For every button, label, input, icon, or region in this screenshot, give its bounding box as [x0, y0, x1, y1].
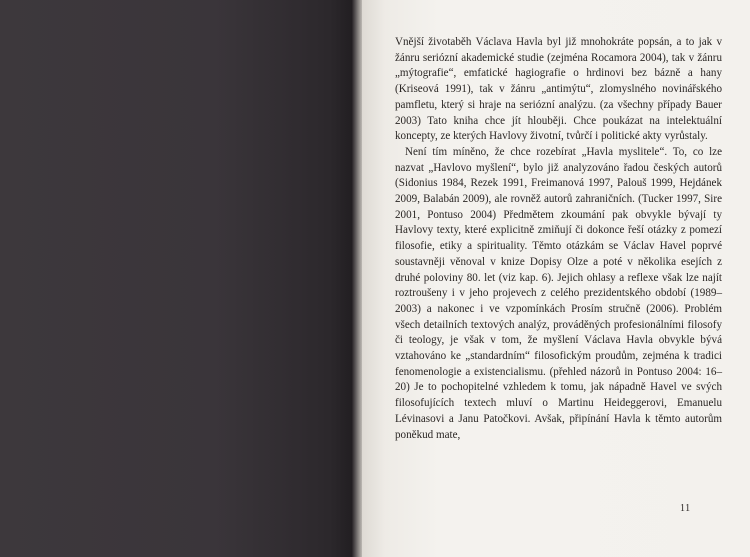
left-page-dark: [0, 0, 358, 557]
paragraph-2: Není tím míněno, že chce rozebírat „Havla myslitele“. To, co lze nazvat „Havlovo myšlení“, bylo již analyzováno řadou českých autorů (Sidonius 1984, Rezek 1991, Freimanová 1997, Palouš 1999, Hejdánek 2009, Balabán 2009), ale rovněž autorů zahraničních. (Tucker 1997, Sire 2001, Pontuso 2004) Předmětem zkoumání pak obvykle bývají ty Havlovy texty, které explicitně zmiňují či dokonce řeší otázky z pomezí filosofie, etiky a spirituality. Těmto otázkám se Václav Havel poprvé soustavněji věnoval v knize Dopisy Olze a poté v několika esejích z druhé poloviny 80. let (viz kap. 6). Jejich ohlasy a reflexe však lze najít roztroušeny i v jeho projevech z celého prezidentského období (1989–2003) a nakonec i ve vzpomínkách Prosím stručně (2006). Problém všech detailních textových analýz, prováděných profesionálními filosofy či teology, je však v tom, že myšlení Václava Havla obvykle bývá vztahováno ke „standardním“ filosofickým proudům, zejména k tradici fenomenologie a existencialismu. (přehled názorů in Pontuso 2004: 16–20) Je to pochopitelné vzhledem k tomu, jak nápadně Havel ve svých filosofujících textech mluví o Martinu Heideggerovi, Emanuelu Lévinasovi a Janu Patočkovi. Avšak, připínání Havla k těmto autorům poněkud mate,: [395, 145, 722, 441]
page-number: 11: [680, 503, 691, 514]
paragraph-1: Vnější životaběh Václava Havla byl již mnohokráte popsán, a to jak v žánru seriózní akademické studie (zejména Rocamora 2004), tak v žánru „mýtografie“, emfatické hagiografie o hrdinovi bez bázně a hany (Kriseová 1991), tak v žánru „antimýtu“, zlomyslného novinářského pamfletu, který si hraje na seriózní analýzu. (za všechny případy Bauer 2003) Tato kniha chce jít hlouběji. Chce poukázat na intelektuální koncepty, ze kterých Havlovy životní, tvůrčí i politické akty vyrůstaly.: [395, 36, 722, 143]
right-page: [362, 0, 750, 557]
body-text: [395, 35, 722, 443]
